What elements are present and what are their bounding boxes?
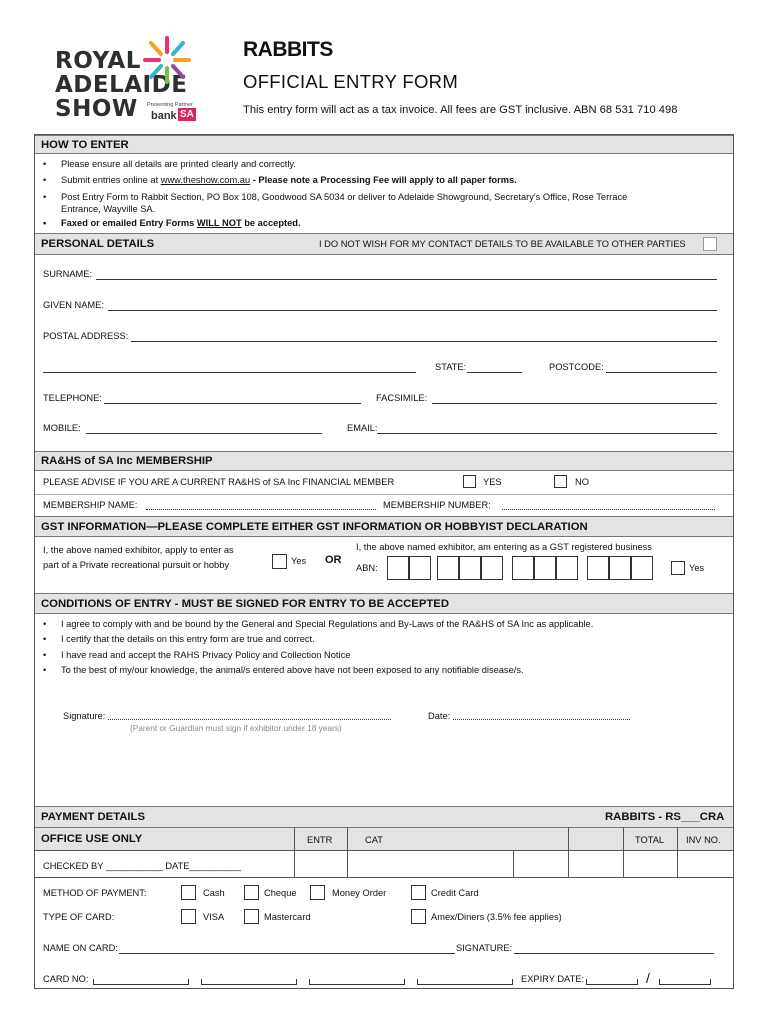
hobbyist-yes-checkbox[interactable]	[272, 554, 287, 569]
credit-card-checkbox[interactable]	[411, 885, 426, 900]
name-on-card-label: NAME ON CARD:	[43, 943, 118, 953]
or-label: OR	[325, 554, 342, 566]
logo-bank-text: bank	[151, 110, 177, 122]
email-label: EMAIL:	[347, 423, 378, 433]
cheque-label: Cheque	[264, 888, 297, 898]
amex-checkbox[interactable]	[411, 909, 426, 924]
form-subtitle: OFFICIAL ENTRY FORM	[243, 71, 459, 92]
form-title: RABBITS	[243, 38, 333, 61]
hobbyist-yes-label: Yes	[291, 556, 307, 566]
will-not-text: WILL NOT	[196, 218, 242, 228]
condition-privacy: • I have read and accept the RAHS Privacy Policy and Collection Notice	[61, 650, 350, 660]
abn-digit-7[interactable]	[534, 556, 556, 580]
mobile-field[interactable]	[86, 433, 322, 434]
money-order-label: Money Order	[332, 888, 387, 898]
section-gst	[35, 516, 733, 537]
cash-checkbox[interactable]	[181, 885, 196, 900]
submit-online-text: Submit entries online at	[61, 175, 161, 185]
amex-label: Amex/Diners (3.5% fee applies)	[431, 912, 562, 922]
abn-digit-1[interactable]	[387, 556, 409, 580]
visa-label: VISA	[203, 912, 225, 922]
how-to-enter-heading: HOW TO ENTER	[41, 138, 129, 151]
cheque-checkbox[interactable]	[244, 885, 259, 900]
conditions-heading: CONDITIONS OF ENTRY - MUST BE SIGNED FOR ENTRY TO BE ACCEPTED	[41, 597, 449, 610]
member-no-checkbox[interactable]	[554, 475, 567, 488]
date-field[interactable]	[453, 719, 630, 720]
rabbits-code: RABBITS - RS___CRA	[605, 811, 725, 823]
grid-line	[513, 851, 514, 877]
section-how-to-enter	[35, 135, 733, 154]
no-fax-text-end: be accepted.	[241, 218, 301, 228]
payment-heading: PAYMENT DETAILS	[41, 811, 145, 823]
royal-adelaide-show-logo	[55, 36, 215, 136]
postal-address-field-2[interactable]	[43, 372, 416, 373]
abn-digit-8[interactable]	[556, 556, 578, 580]
logo-bank-sa-badge: SA	[180, 109, 194, 120]
gst-yes-checkbox[interactable]	[671, 561, 685, 575]
guardian-note: (Parent or Guardian must sign if exhibitor under 18 years)	[130, 723, 342, 733]
expiry-year-field[interactable]	[659, 979, 711, 985]
inv-no-label: INV NO.	[686, 835, 721, 845]
type-of-card-label: TYPE OF CARD:	[43, 912, 115, 922]
logo-word-adelaide: ADELAIDE	[55, 72, 188, 98]
membership-question: PLEASE ADVISE IF YOU ARE A CURRENT RA&HS of SA Inc FINANCIAL MEMBER	[43, 477, 395, 487]
hobbyist-line-1: I, the above named exhibitor, apply to enter as	[43, 545, 234, 555]
postcode-label: POSTCODE:	[549, 362, 604, 372]
telephone-field[interactable]	[104, 403, 361, 404]
expiry-date-label: EXPIRY DATE:	[521, 974, 585, 984]
card-signature-label: SIGNATURE:	[456, 943, 513, 953]
instruction-post-entry: • Post Entry Form to Rabbit Section, PO Box 108, Goodwood SA 5034 or deliver to Adelaide Showground, Secretary's Office, Rose Terrace	[61, 192, 627, 202]
logo-word-royal: ROYAL	[55, 48, 141, 74]
gst-yes-label: Yes	[689, 563, 705, 573]
website-link[interactable]: www.theshow.com.au	[160, 175, 251, 185]
card-number-group-3[interactable]	[309, 979, 405, 985]
signature-label: Signature:	[63, 711, 106, 721]
logo-partner-text: Presenting Partner	[147, 102, 193, 108]
signature-field[interactable]	[108, 719, 391, 720]
membership-number-field[interactable]	[502, 509, 715, 510]
processing-fee-note: - Please note a Processing Fee will apply to all paper forms.	[250, 175, 517, 185]
credit-card-label: Credit Card	[431, 888, 479, 898]
facsimile-field[interactable]	[432, 403, 717, 404]
state-label: STATE:	[435, 362, 467, 372]
telephone-label: TELEPHONE:	[43, 393, 102, 403]
surname-field[interactable]	[96, 279, 717, 280]
membership-name-label: MEMBERSHIP NAME:	[43, 500, 138, 510]
expiry-month-field[interactable]	[586, 979, 638, 985]
abn-digit-3[interactable]	[437, 556, 459, 580]
cash-label: Cash	[203, 888, 225, 898]
abn-digit-11[interactable]	[631, 556, 653, 580]
grid-line	[568, 827, 569, 877]
postcode-field[interactable]	[606, 372, 717, 373]
abn-label: ABN:	[356, 563, 378, 573]
member-no-label: NO	[575, 477, 589, 487]
given-name-label: GIVEN NAME:	[43, 300, 104, 310]
abn-digit-9[interactable]	[587, 556, 609, 580]
gst-heading: GST INFORMATION—PLEASE COMPLETE EITHER GST INFORMATION OR HOBBYIST DECLARATION	[41, 520, 588, 533]
entr-label: ENTR	[307, 835, 333, 845]
instruction-post-entry-cont: Entrance, Wayville SA.	[61, 204, 156, 214]
facsimile-label: FACSIMILE:	[376, 393, 428, 403]
gst-registered-line: I, the above named exhibitor, am entering as a GST registered business	[356, 542, 652, 552]
abn-digit-10[interactable]	[609, 556, 631, 580]
card-number-group-1[interactable]	[93, 979, 189, 985]
hobbyist-line-2: part of a Private recreational pursuit or hobby	[43, 560, 230, 570]
method-of-payment-label: METHOD OF PAYMENT:	[43, 888, 147, 898]
visa-checkbox[interactable]	[181, 909, 196, 924]
personal-details-heading: PERSONAL DETAILS	[41, 238, 155, 250]
condition-true-correct: • I certify that the details on this entry form are true and correct.	[61, 634, 315, 644]
office-use-heading: OFFICE USE ONLY	[41, 833, 143, 845]
email-field[interactable]	[377, 433, 717, 434]
instruction-print-clearly: • Please ensure all details are printed clearly and correctly.	[61, 159, 296, 169]
membership-name-field[interactable]	[146, 509, 376, 510]
contact-optout-checkbox[interactable]	[703, 237, 717, 251]
condition-disease: • To the best of my/our knowledge, the animal/s entered above have not been exposed to any notifiable disease/s.	[61, 665, 524, 675]
membership-divider	[35, 494, 733, 495]
card-signature-field[interactable]	[514, 953, 714, 954]
member-yes-checkbox[interactable]	[463, 475, 476, 488]
grid-line	[677, 827, 678, 877]
surname-label: SURNAME:	[43, 269, 93, 279]
member-yes-label: YES	[483, 477, 502, 487]
abn-digit-2[interactable]	[409, 556, 431, 580]
logo-word-show: SHOW	[55, 96, 138, 122]
abn-digit-4[interactable]	[459, 556, 481, 580]
condition-regulations: • I agree to comply with and be bound by the General and Special Regulations and By-Laws of the RA&HS of SA Inc as applicable.	[61, 619, 593, 629]
abn-digit-6[interactable]	[512, 556, 534, 580]
mobile-label: MOBILE:	[43, 423, 81, 433]
grid-line	[623, 827, 624, 877]
card-number-group-4[interactable]	[417, 979, 513, 985]
name-on-card-field[interactable]	[119, 953, 455, 954]
mastercard-checkbox[interactable]	[244, 909, 259, 924]
abn-digit-5[interactable]	[481, 556, 503, 580]
mastercard-label: Mastercard	[264, 912, 311, 922]
expiry-slash: /	[646, 970, 650, 986]
postal-address-label: POSTAL ADDRESS:	[43, 331, 129, 341]
office-use-bottom-line	[35, 877, 733, 878]
instruction-submit-online	[61, 175, 517, 185]
given-name-field[interactable]	[108, 310, 717, 311]
grid-line	[347, 827, 348, 877]
contact-optout-label: I DO NOT WISH FOR MY CONTACT DETAILS TO BE AVAILABLE TO OTHER PARTIES	[319, 239, 686, 249]
postal-address-field[interactable]	[131, 341, 717, 342]
no-fax-text: Faxed or emailed Entry Forms	[61, 218, 197, 228]
cat-label: CAT	[365, 835, 383, 845]
card-number-group-2[interactable]	[201, 979, 297, 985]
date-label: Date:	[428, 711, 451, 721]
checked-by-line: CHECKED BY ___________ DATE__________	[43, 861, 242, 871]
card-number-label: CARD NO:	[43, 974, 89, 984]
state-field[interactable]	[467, 372, 522, 373]
starburst-icon	[137, 34, 197, 88]
tax-invoice-note: This entry form will act as a tax invoice. All fees are GST inclusive. ABN 68 531 710 498	[243, 104, 678, 116]
section-conditions	[35, 593, 733, 614]
instruction-no-fax	[61, 218, 301, 228]
total-label: TOTAL	[635, 835, 665, 845]
grid-line	[294, 827, 295, 877]
money-order-checkbox[interactable]	[310, 885, 325, 900]
membership-heading: RA&HS of SA Inc MEMBERSHIP	[41, 455, 213, 467]
section-membership	[35, 451, 733, 471]
membership-number-label: MEMBERSHIP NUMBER:	[383, 500, 491, 510]
